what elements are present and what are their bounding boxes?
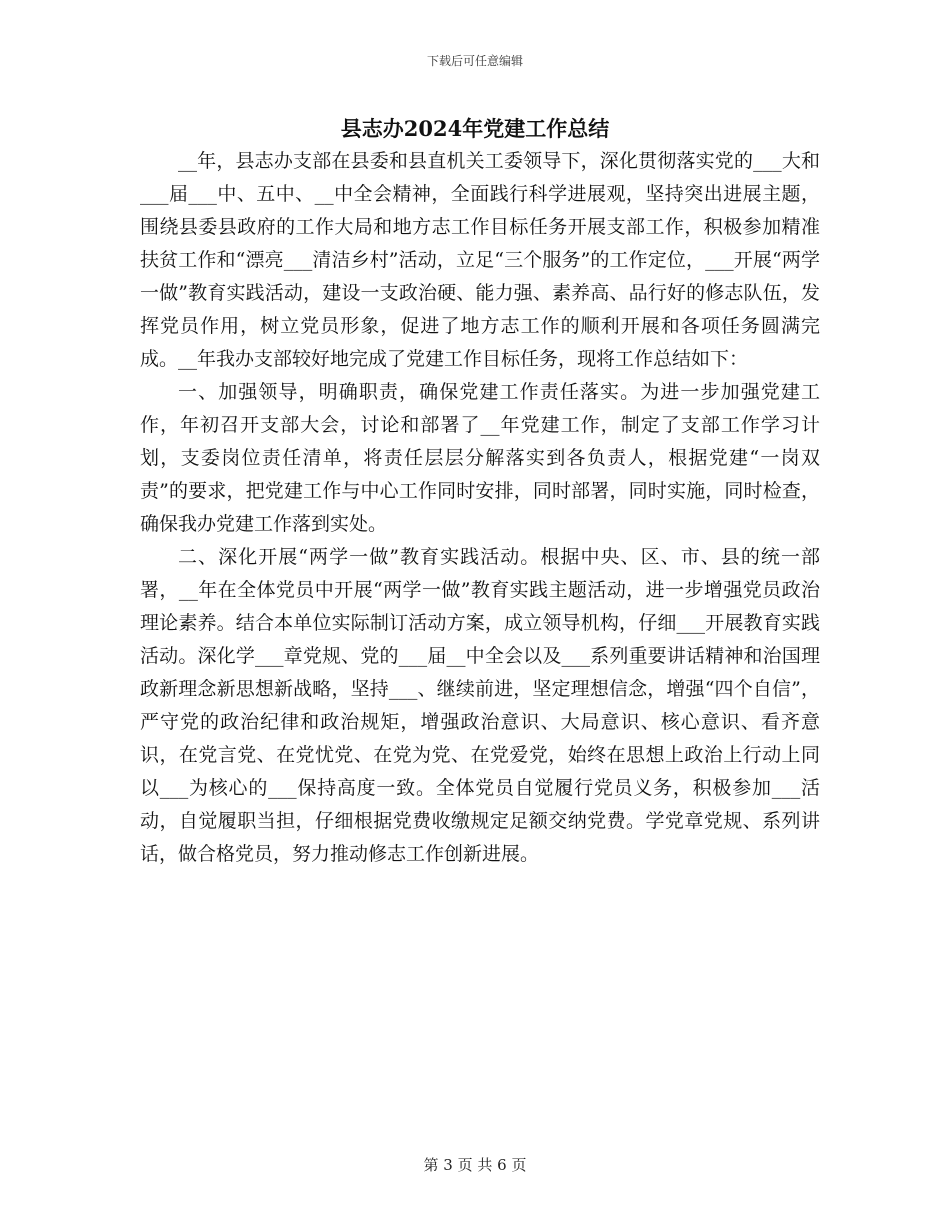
paragraph-intro: __年，县志办支部在县委和县直机关工委领导下，深化贯彻落实党的___大和___届___中、五中、__中全会精神，全面践行科学进展观，坚持突出进展主题，围绕县委县政府的工作大局和地方志工作目标任务开展支部工作，积极参加精准扶贫工作和“漂亮___清洁乡村”活动，立足“三个服务”的工作定位，___开展“两学一做”教育实践活动，建设一支政治硬、能力强、素养高、品行好的修志队伍，发挥党员作用，树立党员形象，促进了地方志工作的顺利开展和各项任务圆满完成。__年我办支部较好地完成了党建工作目标任务，现将工作总结如下：: [140, 150, 820, 370]
header-note: 下载后可任意编辑: [426, 54, 523, 68]
paragraph-section-2: 二、深化开展“两学一做”教育实践活动。根据中央、区、市、县的统一部署，__年在全体党员中开展“两学一做”教育实践主题活动，进一步增强党员政治理论素养。结合本单位实际制订活动方案，成立领导机构，仔细___开展教育实践活动。深化学___章党规、党的___届__中全会以及___系列重要讲话精神和治国理政新理念新思想新战略，坚持___、继续前进，坚定理想信念，增强“四个自信”，严守党的政治纪律和政治规矩，增强政治意识、大局意识、核心意识、看齐意识，在党言党、在党忧党、在党为党、在党爱党，始终在思想上政治上行动上同以___为核心的___保持高度一致。全体党员自觉履行党员义务，积极参加___活动，自觉履职当担，仔细根据党费收缴规定足额交纳党费。学党章党规、系列讲话，做合格党员，努力推动修志工作创新进展。: [140, 546, 820, 865]
page-number-footer: 第 3 页 共 6 页: [423, 1156, 527, 1174]
document-body: [140, 145, 820, 871]
paragraph-section-1: 一、加强领导，明确职责，确保党建工作责任落实。为进一步加强党建工作，年初召开支部大会，讨论和部署了__年党建工作，制定了支部工作学习计划，支委岗位责任清单，将责任层层分解落实到各负责人，根据党建“一岗双责”的要求，把党建工作与中心工作同时安排，同时部署，同时实施，同时检查，确保我办党建工作落到实处。: [140, 381, 820, 535]
document-title: 县志办2024年党建工作总结: [340, 116, 610, 141]
